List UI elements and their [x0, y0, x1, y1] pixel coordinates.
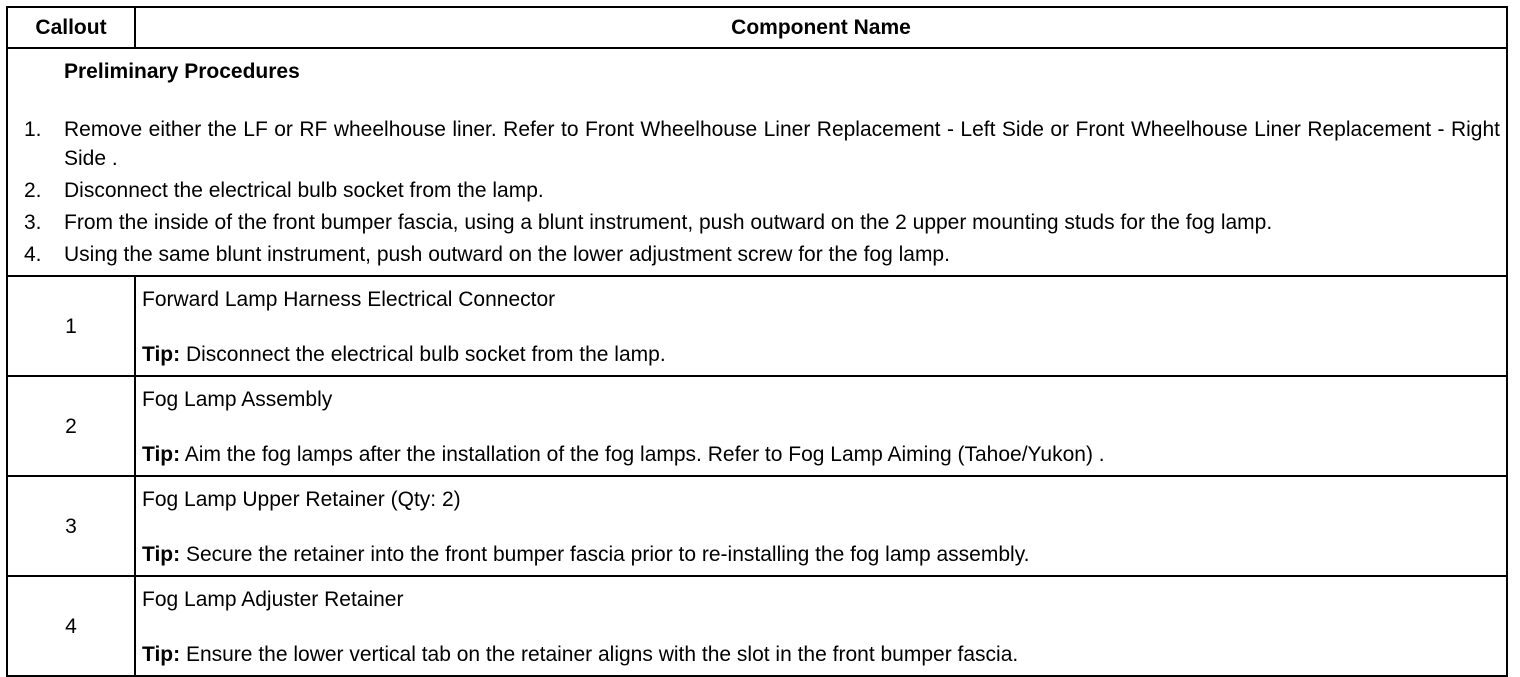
component-cell [135, 576, 1507, 676]
preliminary-row [7, 48, 1507, 276]
component-name-header: Component Name [135, 7, 1507, 48]
header-row [7, 7, 1507, 48]
component-table [6, 6, 1508, 677]
component-cell [135, 476, 1507, 576]
table-row [7, 576, 1507, 676]
tip-text: Ensure the lower vertical tab on the retainer aligns with the slot in the front bumper fascia. [180, 643, 1019, 666]
preliminary-cell [7, 48, 1507, 276]
component-name: Fog Lamp Adjuster Retainer [142, 588, 404, 611]
tip-text: Secure the retainer into the front bumper fascia prior to re-installing the fog lamp assembly. [180, 543, 1030, 566]
step-item [24, 240, 1500, 269]
tip-line [142, 540, 1498, 569]
step-text: Using the same blunt instrument, push outward on the lower adjustment screw for the fog lamp. [64, 243, 950, 266]
callout-number: 3 [7, 476, 135, 576]
component-name: Fog Lamp Assembly [142, 388, 333, 411]
step-item [24, 115, 1500, 173]
step-text: From the inside of the front bumper fascia, using a blunt instrument, push outward on the 2 upper mounting studs for the fog lamp. [64, 211, 1273, 234]
step-number: 2. [24, 179, 42, 202]
component-cell [135, 376, 1507, 476]
callout-number: 1 [7, 276, 135, 376]
tip-text: Aim the fog lamps after the installation of the fog lamps. Refer to Fog Lamp Aiming (Tahoe/Yukon) . [180, 443, 1105, 466]
table-row [7, 476, 1507, 576]
step-text: Disconnect the electrical bulb socket from the lamp. [64, 179, 544, 202]
callout-header: Callout [7, 7, 135, 48]
tip-label: Tip: [142, 443, 181, 466]
step-item [24, 208, 1500, 237]
tip-line [142, 340, 1498, 369]
tip-label: Tip: [142, 543, 181, 566]
component-name: Forward Lamp Harness Electrical Connector [142, 288, 556, 311]
callout-number: 4 [7, 576, 135, 676]
callout-number: 2 [7, 376, 135, 476]
tip-text: Disconnect the electrical bulb socket from the lamp. [180, 343, 666, 366]
preliminary-steps [24, 115, 1500, 269]
tip-label: Tip: [142, 643, 181, 666]
table-row [7, 376, 1507, 476]
step-number: 3. [24, 211, 42, 234]
step-item [24, 176, 1500, 205]
step-number: 1. [24, 118, 42, 141]
tip-line [142, 640, 1498, 669]
table-row [7, 276, 1507, 376]
step-text: Remove either the LF or RF wheelhouse liner. Refer to Front Wheelhouse Liner Replacement - Left Side or Front Wheelhouse Liner Replacement - Right Side . [64, 118, 1500, 170]
tip-label: Tip: [142, 343, 181, 366]
component-name: Fog Lamp Upper Retainer (Qty: 2) [142, 488, 461, 511]
component-cell [135, 276, 1507, 376]
preliminary-heading: Preliminary Procedures [64, 60, 300, 83]
tip-line [142, 440, 1498, 469]
step-number: 4. [24, 243, 42, 266]
